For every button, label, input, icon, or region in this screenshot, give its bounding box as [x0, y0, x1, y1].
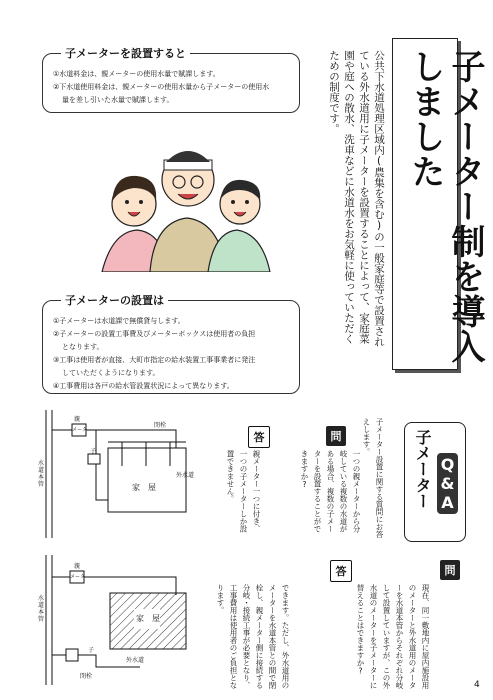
box-install-terms [42, 294, 300, 394]
box2-item: となります。 [62, 343, 104, 351]
main-pipe-label: 水道本管 [38, 460, 45, 488]
valve-label: 閉栓 [80, 673, 93, 680]
box1-item: ①水道料金は、親メーターの使用水量で賦課します。 [53, 70, 220, 78]
meter-label: メータ [70, 574, 86, 580]
qa-heading [404, 422, 466, 542]
parent-meter-label: 親 [74, 416, 81, 423]
qa-heading-top: 子メーター [413, 429, 432, 509]
box-install-effect [42, 47, 300, 113]
page-number: 4 [474, 680, 480, 690]
main-pipe-label: 水道本管 [38, 595, 45, 623]
q1-badge: 問 [326, 426, 346, 446]
box-install-effect-title: 子メーターを設置すると [61, 45, 190, 61]
qa-lead: 子メーター設置に関する質問にお答えします。 [362, 418, 384, 538]
box1-item: ②下水道使用料金は、親メーターの使用水量から子メーターの使用水 [53, 83, 270, 91]
main-title-box [392, 38, 485, 370]
house-label: 家 屋 [132, 483, 156, 492]
a2-badge: 答 [330, 560, 352, 582]
a1-badge: 答 [248, 426, 270, 448]
piping-diagram-1 [36, 410, 206, 538]
intro-text: 公共下水道処理区域内(農集を含む)の一般家庭等で設置されている外水道用に子メーターを設置することによって、家庭菜園や庭への散水、洗車などに水道水をお気軽に使っていただくための制度です。 [328, 50, 385, 347]
q2-badge: 問 [440, 560, 460, 580]
box2-item: ③工事は使用者が直接、大町市指定の給水装置工事事業者に発注 [53, 356, 256, 364]
parent-meter-label: 親 [74, 563, 81, 570]
people-illustration [92, 132, 272, 272]
outside-tap-label: 外水道 [176, 472, 195, 479]
box2-item: ②子メーターの設置工事費及びメーターボックスは使用者の負担 [53, 330, 256, 338]
qa-heading-bottom: Q&A [438, 455, 457, 512]
child-meter-label: 子 [88, 647, 95, 654]
house-label: 家 屋 [136, 614, 160, 623]
piping-diagram-2 [36, 555, 206, 685]
valve-label: 閉栓 [154, 422, 167, 429]
a1-text: 親メーター一つに付き、一つの子メーターしか設置できません。 [226, 450, 261, 533]
q2-text: 現在、同一敷地内に屋内施設用のメーターと外水道用のメーターを水道本管からそれぞれ分岐して設置していますが、この外水道のメーターを子メーターに替えることはできますか? [356, 584, 430, 689]
meter-label: メータ [72, 427, 88, 433]
box-install-terms-title: 子メーターの設置は [61, 292, 168, 308]
a2-text: できます。ただし、外水道用のメーターを水道本管との間で閉栓し、親メーター側に接続する分岐・接続工事が必要となり、工事費用は使用者のご負担となります。 [216, 584, 290, 689]
box2-item: ①子メーターは水道課で無償貸与します。 [53, 317, 185, 325]
outside-tap-label: 外水道 [126, 657, 145, 664]
family-illustration [92, 132, 272, 272]
box2-item: ④工事費用は各戸の給水管設置状況によって異なります。 [53, 382, 234, 390]
child-meter-label: 子 [90, 448, 97, 455]
box1-item: 量を差し引いた水量で賦課します。 [62, 96, 174, 104]
box2-item: していただくようになります。 [62, 369, 160, 377]
q1-text: 一つの親メーターから分岐している複数の水道がある場合、複数の子メーターを設置することができますか? [300, 450, 361, 533]
main-title: 子メーター制を導入しました [405, 49, 485, 364]
